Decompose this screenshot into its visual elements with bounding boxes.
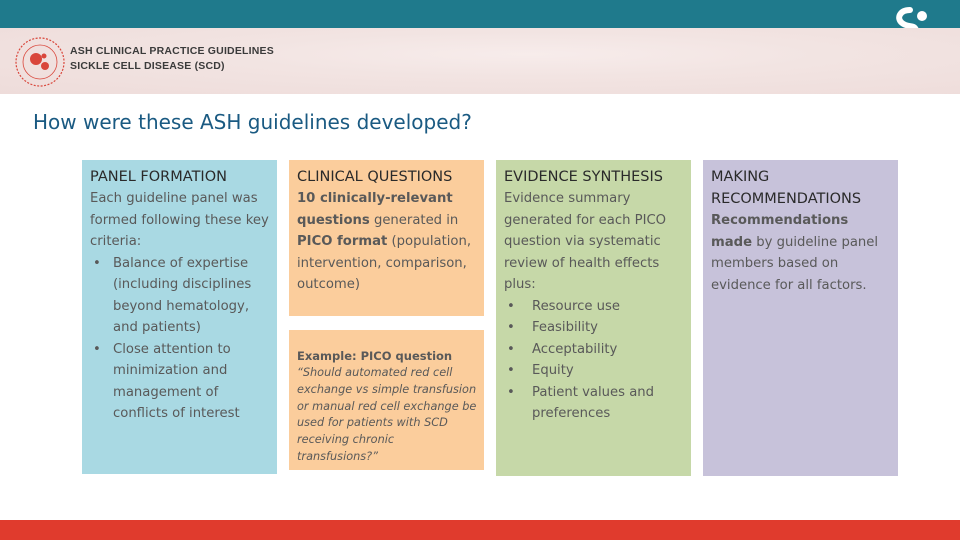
list-item: • Acceptability xyxy=(504,339,685,361)
pico-example-card xyxy=(289,330,484,470)
clinical-questions-text xyxy=(297,188,478,296)
logo-line-1: ASH CLINICAL PRACTICE GUIDELINES xyxy=(70,45,274,57)
bold-text: PICO format xyxy=(297,234,388,249)
making-recommendations-card xyxy=(703,160,898,476)
pico-example-body: “Should automated red cell exchange vs simple transfusion or manual red cell exchange be used for patients with SCD receiving chronic transfusions?” xyxy=(297,366,477,463)
body-text: generated in xyxy=(369,212,459,228)
body-text: by guideline panel members based on evidence for all factors. xyxy=(711,234,879,293)
making-recommendations-heading: MAKING RECOMMENDATIONS xyxy=(711,169,862,207)
evidence-synthesis-card xyxy=(496,160,691,476)
page-title: How were these ASH guidelines developed? xyxy=(33,110,472,134)
bold-text: Recommendations made xyxy=(711,213,849,250)
clinical-questions-card xyxy=(289,160,484,316)
panel-formation-heading: PANEL FORMATION xyxy=(90,169,227,185)
panel-criteria-list xyxy=(90,253,271,425)
list-item: • Resource use xyxy=(504,296,685,318)
making-recommendations-text xyxy=(711,210,892,296)
panel-formation-intro: Each guideline panel was formed following these key criteria: xyxy=(90,191,269,249)
list-item: • Balance of expertise (including disciplines beyond hematology, and patients) xyxy=(90,253,271,339)
bottom-bar xyxy=(0,520,960,540)
evidence-intro: Evidence summary generated for each PICO question via systematic review of health effects plus: xyxy=(504,191,667,292)
logo-title xyxy=(70,44,274,74)
list-item: • Close attention to minimization and management of conflicts of interest xyxy=(90,339,271,425)
clinical-questions-heading: CLINICAL QUESTIONS xyxy=(297,169,453,185)
panel-formation-card xyxy=(82,160,277,474)
top-bar xyxy=(0,0,960,28)
evidence-synthesis-heading: EVIDENCE SYNTHESIS xyxy=(504,169,663,185)
list-item: • Feasibility xyxy=(504,317,685,339)
evidence-factors-list xyxy=(504,296,685,425)
ash-seal-icon xyxy=(14,36,66,88)
logo-line-2: SICKLE CELL DISEASE (SCD) xyxy=(70,60,225,72)
pico-example-title: Example: PICO question xyxy=(297,349,453,363)
bold-text: 10 clinically-relevant questions xyxy=(297,191,453,228)
body-text: (population, intervention, comparison, outcome) xyxy=(297,234,472,292)
list-item: • Equity xyxy=(504,360,685,382)
list-item: • Patient values and preferences xyxy=(504,382,685,425)
